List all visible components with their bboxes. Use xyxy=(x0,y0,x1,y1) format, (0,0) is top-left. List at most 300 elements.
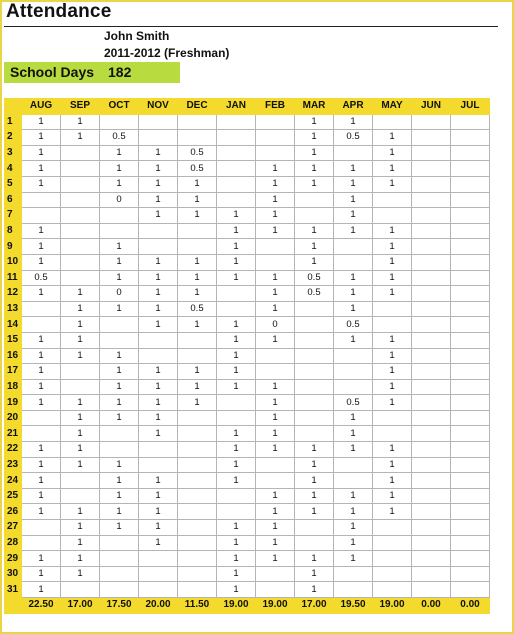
attendance-cell[interactable]: 1 xyxy=(61,114,100,130)
attendance-cell[interactable] xyxy=(256,254,295,270)
attendance-cell[interactable]: 1 xyxy=(256,286,295,302)
attendance-cell[interactable] xyxy=(412,208,451,224)
attendance-cell[interactable]: 1 xyxy=(373,504,412,520)
attendance-cell[interactable]: 0 xyxy=(100,192,139,208)
attendance-cell[interactable]: 1 xyxy=(256,504,295,520)
attendance-cell[interactable]: 1 xyxy=(334,551,373,567)
attendance-cell[interactable]: 1 xyxy=(256,395,295,411)
attendance-cell[interactable]: 1 xyxy=(334,286,373,302)
attendance-cell[interactable] xyxy=(100,114,139,130)
attendance-cell[interactable]: 1 xyxy=(373,488,412,504)
attendance-cell[interactable] xyxy=(451,364,490,380)
attendance-cell[interactable] xyxy=(139,551,178,567)
attendance-cell[interactable]: 1 xyxy=(373,270,412,286)
attendance-cell[interactable] xyxy=(334,239,373,255)
attendance-cell[interactable] xyxy=(295,208,334,224)
attendance-cell[interactable]: 0.5 xyxy=(334,317,373,333)
attendance-cell[interactable]: 1 xyxy=(217,223,256,239)
attendance-cell[interactable]: 1 xyxy=(334,535,373,551)
attendance-cell[interactable]: 1 xyxy=(295,582,334,598)
attendance-cell[interactable] xyxy=(334,473,373,489)
attendance-cell[interactable] xyxy=(295,426,334,442)
attendance-cell[interactable]: 1 xyxy=(61,520,100,536)
attendance-cell[interactable] xyxy=(178,551,217,567)
attendance-cell[interactable]: 1 xyxy=(217,254,256,270)
attendance-cell[interactable] xyxy=(451,582,490,598)
attendance-cell[interactable] xyxy=(451,457,490,473)
attendance-cell[interactable] xyxy=(451,239,490,255)
attendance-cell[interactable]: 1 xyxy=(61,442,100,458)
attendance-cell[interactable] xyxy=(178,488,217,504)
attendance-cell[interactable]: 1 xyxy=(217,473,256,489)
attendance-cell[interactable] xyxy=(139,239,178,255)
attendance-cell[interactable] xyxy=(217,176,256,192)
attendance-cell[interactable]: 1 xyxy=(61,566,100,582)
attendance-cell[interactable] xyxy=(451,208,490,224)
attendance-cell[interactable] xyxy=(451,551,490,567)
attendance-cell[interactable]: 1 xyxy=(22,348,61,364)
attendance-cell[interactable] xyxy=(217,130,256,146)
attendance-cell[interactable] xyxy=(22,410,61,426)
attendance-cell[interactable]: 1 xyxy=(373,161,412,177)
attendance-cell[interactable]: 1 xyxy=(295,442,334,458)
attendance-cell[interactable] xyxy=(217,145,256,161)
attendance-cell[interactable] xyxy=(217,301,256,317)
attendance-cell[interactable]: 1 xyxy=(139,395,178,411)
attendance-cell[interactable]: 1 xyxy=(178,192,217,208)
attendance-cell[interactable]: 1 xyxy=(61,286,100,302)
attendance-cell[interactable]: 1 xyxy=(178,208,217,224)
attendance-cell[interactable] xyxy=(256,145,295,161)
attendance-cell[interactable] xyxy=(334,582,373,598)
attendance-cell[interactable] xyxy=(61,364,100,380)
attendance-cell[interactable]: 1 xyxy=(139,286,178,302)
attendance-cell[interactable]: 1 xyxy=(61,504,100,520)
attendance-cell[interactable] xyxy=(451,145,490,161)
attendance-cell[interactable] xyxy=(256,364,295,380)
attendance-cell[interactable] xyxy=(451,254,490,270)
attendance-cell[interactable]: 1 xyxy=(295,457,334,473)
attendance-cell[interactable] xyxy=(373,551,412,567)
attendance-cell[interactable]: 1 xyxy=(139,364,178,380)
attendance-cell[interactable] xyxy=(412,457,451,473)
attendance-cell[interactable] xyxy=(412,254,451,270)
attendance-cell[interactable] xyxy=(61,270,100,286)
attendance-cell[interactable]: 1 xyxy=(178,270,217,286)
attendance-cell[interactable] xyxy=(373,208,412,224)
attendance-cell[interactable]: 1 xyxy=(61,457,100,473)
attendance-cell[interactable]: 1 xyxy=(61,317,100,333)
attendance-cell[interactable]: 1 xyxy=(22,254,61,270)
attendance-cell[interactable]: 1 xyxy=(22,332,61,348)
attendance-cell[interactable]: 1 xyxy=(334,410,373,426)
attendance-cell[interactable] xyxy=(61,161,100,177)
attendance-cell[interactable] xyxy=(451,192,490,208)
attendance-cell[interactable] xyxy=(139,457,178,473)
attendance-cell[interactable]: 1 xyxy=(22,504,61,520)
attendance-cell[interactable]: 1 xyxy=(217,551,256,567)
attendance-cell[interactable] xyxy=(373,582,412,598)
attendance-cell[interactable] xyxy=(100,566,139,582)
attendance-cell[interactable] xyxy=(217,395,256,411)
attendance-cell[interactable]: 1 xyxy=(22,223,61,239)
attendance-cell[interactable] xyxy=(412,348,451,364)
attendance-cell[interactable]: 1 xyxy=(22,551,61,567)
attendance-cell[interactable]: 1 xyxy=(217,582,256,598)
attendance-cell[interactable]: 1 xyxy=(334,223,373,239)
attendance-cell[interactable] xyxy=(178,582,217,598)
attendance-cell[interactable] xyxy=(178,332,217,348)
attendance-cell[interactable] xyxy=(100,332,139,348)
attendance-cell[interactable] xyxy=(451,426,490,442)
attendance-cell[interactable] xyxy=(451,332,490,348)
attendance-cell[interactable] xyxy=(451,520,490,536)
attendance-cell[interactable]: 1 xyxy=(178,379,217,395)
attendance-cell[interactable] xyxy=(295,364,334,380)
attendance-cell[interactable] xyxy=(334,364,373,380)
attendance-cell[interactable]: 1 xyxy=(373,473,412,489)
attendance-cell[interactable]: 1 xyxy=(139,192,178,208)
attendance-cell[interactable] xyxy=(295,379,334,395)
attendance-cell[interactable] xyxy=(22,520,61,536)
attendance-cell[interactable] xyxy=(451,301,490,317)
attendance-cell[interactable] xyxy=(412,145,451,161)
attendance-cell[interactable]: 1 xyxy=(256,223,295,239)
attendance-cell[interactable]: 1 xyxy=(295,130,334,146)
attendance-cell[interactable]: 1 xyxy=(256,426,295,442)
attendance-cell[interactable]: 1 xyxy=(139,208,178,224)
attendance-cell[interactable] xyxy=(256,457,295,473)
attendance-cell[interactable] xyxy=(295,332,334,348)
attendance-cell[interactable] xyxy=(139,582,178,598)
attendance-cell[interactable]: 1 xyxy=(22,130,61,146)
attendance-cell[interactable] xyxy=(178,410,217,426)
attendance-cell[interactable]: 1 xyxy=(61,348,100,364)
attendance-cell[interactable]: 1 xyxy=(295,223,334,239)
attendance-cell[interactable]: 1 xyxy=(139,145,178,161)
attendance-cell[interactable]: 1 xyxy=(256,192,295,208)
attendance-cell[interactable] xyxy=(178,504,217,520)
attendance-cell[interactable] xyxy=(412,395,451,411)
attendance-cell[interactable] xyxy=(22,317,61,333)
attendance-cell[interactable]: 1 xyxy=(334,192,373,208)
attendance-cell[interactable] xyxy=(412,192,451,208)
attendance-cell[interactable]: 1 xyxy=(295,161,334,177)
attendance-cell[interactable] xyxy=(178,426,217,442)
attendance-cell[interactable]: 1 xyxy=(100,301,139,317)
attendance-cell[interactable] xyxy=(412,114,451,130)
attendance-cell[interactable]: 1 xyxy=(22,395,61,411)
attendance-cell[interactable]: 1 xyxy=(373,223,412,239)
attendance-cell[interactable] xyxy=(451,161,490,177)
attendance-cell[interactable] xyxy=(412,442,451,458)
attendance-cell[interactable]: 1 xyxy=(139,535,178,551)
attendance-cell[interactable] xyxy=(451,504,490,520)
attendance-cell[interactable]: 1 xyxy=(334,442,373,458)
attendance-cell[interactable] xyxy=(334,379,373,395)
attendance-cell[interactable]: 1 xyxy=(295,239,334,255)
attendance-cell[interactable] xyxy=(61,582,100,598)
attendance-cell[interactable]: 1 xyxy=(22,176,61,192)
attendance-cell[interactable] xyxy=(178,535,217,551)
attendance-cell[interactable]: 1 xyxy=(100,270,139,286)
attendance-cell[interactable]: 1 xyxy=(139,426,178,442)
attendance-cell[interactable]: 1 xyxy=(139,176,178,192)
attendance-cell[interactable] xyxy=(100,551,139,567)
attendance-cell[interactable]: 1 xyxy=(256,301,295,317)
attendance-cell[interactable] xyxy=(451,270,490,286)
attendance-cell[interactable]: 1 xyxy=(334,504,373,520)
attendance-cell[interactable]: 1 xyxy=(217,208,256,224)
attendance-cell[interactable] xyxy=(61,192,100,208)
attendance-cell[interactable] xyxy=(100,208,139,224)
attendance-cell[interactable]: 1 xyxy=(217,442,256,458)
attendance-cell[interactable]: 1 xyxy=(178,286,217,302)
attendance-cell[interactable]: 1 xyxy=(61,551,100,567)
attendance-cell[interactable] xyxy=(373,410,412,426)
attendance-cell[interactable]: 1 xyxy=(22,114,61,130)
attendance-cell[interactable] xyxy=(100,426,139,442)
attendance-cell[interactable]: 1 xyxy=(178,364,217,380)
attendance-cell[interactable]: 0.5 xyxy=(334,130,373,146)
attendance-cell[interactable] xyxy=(100,223,139,239)
attendance-cell[interactable]: 1 xyxy=(100,348,139,364)
attendance-cell[interactable] xyxy=(100,442,139,458)
attendance-cell[interactable] xyxy=(412,286,451,302)
attendance-cell[interactable] xyxy=(451,286,490,302)
attendance-cell[interactable]: 1 xyxy=(217,348,256,364)
attendance-cell[interactable] xyxy=(217,161,256,177)
attendance-cell[interactable]: 1 xyxy=(334,301,373,317)
attendance-cell[interactable]: 1 xyxy=(178,176,217,192)
attendance-cell[interactable]: 1 xyxy=(256,208,295,224)
attendance-cell[interactable] xyxy=(451,223,490,239)
attendance-cell[interactable]: 1 xyxy=(139,270,178,286)
attendance-cell[interactable] xyxy=(139,348,178,364)
attendance-cell[interactable]: 1 xyxy=(256,332,295,348)
attendance-cell[interactable]: 1 xyxy=(22,239,61,255)
attendance-cell[interactable]: 1 xyxy=(100,161,139,177)
attendance-cell[interactable]: 1 xyxy=(178,317,217,333)
attendance-cell[interactable]: 1 xyxy=(373,442,412,458)
attendance-cell[interactable]: 1 xyxy=(100,379,139,395)
attendance-cell[interactable] xyxy=(217,488,256,504)
attendance-cell[interactable] xyxy=(412,551,451,567)
attendance-cell[interactable] xyxy=(412,364,451,380)
attendance-cell[interactable] xyxy=(373,192,412,208)
attendance-cell[interactable]: 1 xyxy=(139,520,178,536)
attendance-cell[interactable] xyxy=(100,582,139,598)
attendance-cell[interactable]: 1 xyxy=(217,535,256,551)
attendance-cell[interactable] xyxy=(256,582,295,598)
attendance-cell[interactable] xyxy=(139,442,178,458)
attendance-cell[interactable] xyxy=(373,114,412,130)
attendance-cell[interactable]: 1 xyxy=(334,488,373,504)
attendance-cell[interactable]: 1 xyxy=(256,270,295,286)
attendance-cell[interactable] xyxy=(256,473,295,489)
attendance-cell[interactable] xyxy=(61,223,100,239)
attendance-cell[interactable] xyxy=(217,286,256,302)
attendance-cell[interactable] xyxy=(256,114,295,130)
attendance-cell[interactable] xyxy=(61,473,100,489)
attendance-cell[interactable]: 1 xyxy=(139,161,178,177)
attendance-cell[interactable] xyxy=(61,488,100,504)
attendance-cell[interactable]: 1 xyxy=(217,239,256,255)
attendance-cell[interactable] xyxy=(334,145,373,161)
attendance-cell[interactable] xyxy=(178,457,217,473)
attendance-cell[interactable] xyxy=(61,145,100,161)
attendance-cell[interactable] xyxy=(451,442,490,458)
attendance-cell[interactable]: 1 xyxy=(100,176,139,192)
attendance-cell[interactable]: 1 xyxy=(139,379,178,395)
attendance-cell[interactable]: 1 xyxy=(295,473,334,489)
attendance-cell[interactable] xyxy=(451,379,490,395)
attendance-cell[interactable]: 0.5 xyxy=(178,145,217,161)
attendance-cell[interactable] xyxy=(373,426,412,442)
attendance-cell[interactable] xyxy=(178,566,217,582)
attendance-cell[interactable] xyxy=(412,301,451,317)
attendance-cell[interactable] xyxy=(412,410,451,426)
attendance-cell[interactable]: 1 xyxy=(334,208,373,224)
attendance-cell[interactable]: 1 xyxy=(139,473,178,489)
attendance-cell[interactable]: 1 xyxy=(295,566,334,582)
attendance-cell[interactable] xyxy=(61,379,100,395)
attendance-cell[interactable]: 1 xyxy=(373,239,412,255)
attendance-cell[interactable] xyxy=(139,566,178,582)
attendance-cell[interactable]: 1 xyxy=(373,348,412,364)
attendance-cell[interactable] xyxy=(451,566,490,582)
attendance-cell[interactable]: 1 xyxy=(100,364,139,380)
attendance-cell[interactable] xyxy=(295,410,334,426)
attendance-cell[interactable] xyxy=(178,114,217,130)
attendance-cell[interactable] xyxy=(217,504,256,520)
attendance-cell[interactable]: 1 xyxy=(61,426,100,442)
attendance-cell[interactable]: 1 xyxy=(178,395,217,411)
attendance-cell[interactable]: 1 xyxy=(334,270,373,286)
attendance-cell[interactable]: 1 xyxy=(100,488,139,504)
attendance-cell[interactable]: 1 xyxy=(100,410,139,426)
attendance-cell[interactable]: 1 xyxy=(22,286,61,302)
attendance-cell[interactable] xyxy=(334,254,373,270)
attendance-cell[interactable] xyxy=(412,520,451,536)
attendance-cell[interactable]: 1 xyxy=(22,457,61,473)
attendance-cell[interactable]: 1 xyxy=(373,130,412,146)
attendance-cell[interactable] xyxy=(61,254,100,270)
attendance-cell[interactable]: 1 xyxy=(256,442,295,458)
attendance-cell[interactable] xyxy=(139,223,178,239)
attendance-cell[interactable]: 1 xyxy=(217,426,256,442)
attendance-cell[interactable]: 1 xyxy=(22,473,61,489)
attendance-cell[interactable] xyxy=(61,208,100,224)
attendance-cell[interactable]: 1 xyxy=(334,520,373,536)
attendance-cell[interactable] xyxy=(139,130,178,146)
attendance-cell[interactable] xyxy=(373,535,412,551)
attendance-cell[interactable]: 1 xyxy=(295,254,334,270)
attendance-cell[interactable] xyxy=(373,317,412,333)
attendance-cell[interactable]: 1 xyxy=(256,520,295,536)
attendance-cell[interactable]: 1 xyxy=(61,332,100,348)
attendance-cell[interactable] xyxy=(412,535,451,551)
attendance-cell[interactable] xyxy=(451,395,490,411)
attendance-cell[interactable]: 1 xyxy=(334,332,373,348)
attendance-cell[interactable]: 1 xyxy=(373,286,412,302)
attendance-cell[interactable]: 1 xyxy=(217,457,256,473)
attendance-cell[interactable] xyxy=(22,192,61,208)
attendance-cell[interactable]: 1 xyxy=(217,520,256,536)
attendance-cell[interactable]: 1 xyxy=(139,488,178,504)
attendance-cell[interactable] xyxy=(61,239,100,255)
attendance-cell[interactable]: 0.5 xyxy=(22,270,61,286)
attendance-cell[interactable]: 0 xyxy=(256,317,295,333)
attendance-cell[interactable] xyxy=(100,535,139,551)
attendance-cell[interactable] xyxy=(256,566,295,582)
attendance-cell[interactable]: 1 xyxy=(217,566,256,582)
attendance-cell[interactable]: 1 xyxy=(295,176,334,192)
attendance-cell[interactable]: 1 xyxy=(373,332,412,348)
attendance-cell[interactable] xyxy=(412,223,451,239)
attendance-cell[interactable] xyxy=(178,348,217,364)
attendance-cell[interactable]: 1 xyxy=(373,395,412,411)
attendance-cell[interactable]: 1 xyxy=(217,270,256,286)
attendance-cell[interactable]: 1 xyxy=(334,176,373,192)
attendance-cell[interactable] xyxy=(22,208,61,224)
attendance-cell[interactable]: 1 xyxy=(22,582,61,598)
attendance-cell[interactable] xyxy=(295,520,334,536)
attendance-cell[interactable] xyxy=(22,301,61,317)
attendance-cell[interactable] xyxy=(22,426,61,442)
attendance-cell[interactable]: 1 xyxy=(100,504,139,520)
attendance-cell[interactable] xyxy=(217,410,256,426)
attendance-cell[interactable] xyxy=(451,348,490,364)
attendance-cell[interactable]: 1 xyxy=(373,254,412,270)
attendance-cell[interactable]: 1 xyxy=(22,442,61,458)
attendance-cell[interactable]: 1 xyxy=(61,395,100,411)
attendance-cell[interactable]: 1 xyxy=(61,301,100,317)
attendance-cell[interactable] xyxy=(178,473,217,489)
attendance-cell[interactable]: 1 xyxy=(295,145,334,161)
attendance-cell[interactable]: 1 xyxy=(178,254,217,270)
attendance-cell[interactable]: 1 xyxy=(373,457,412,473)
attendance-cell[interactable] xyxy=(100,317,139,333)
attendance-cell[interactable] xyxy=(451,488,490,504)
attendance-cell[interactable] xyxy=(295,192,334,208)
attendance-cell[interactable] xyxy=(178,442,217,458)
attendance-cell[interactable]: 0.5 xyxy=(100,130,139,146)
attendance-cell[interactable] xyxy=(178,223,217,239)
attendance-cell[interactable]: 1 xyxy=(100,520,139,536)
attendance-cell[interactable]: 1 xyxy=(100,254,139,270)
attendance-cell[interactable]: 1 xyxy=(256,488,295,504)
attendance-cell[interactable]: 1 xyxy=(22,364,61,380)
attendance-cell[interactable]: 1 xyxy=(217,364,256,380)
attendance-cell[interactable] xyxy=(295,535,334,551)
attendance-cell[interactable] xyxy=(334,457,373,473)
attendance-cell[interactable]: 1 xyxy=(217,317,256,333)
attendance-cell[interactable] xyxy=(139,114,178,130)
attendance-cell[interactable]: 1 xyxy=(100,395,139,411)
attendance-cell[interactable]: 1 xyxy=(334,114,373,130)
attendance-cell[interactable] xyxy=(451,176,490,192)
attendance-cell[interactable]: 1 xyxy=(217,332,256,348)
attendance-cell[interactable] xyxy=(217,192,256,208)
attendance-cell[interactable]: 0 xyxy=(100,286,139,302)
attendance-cell[interactable] xyxy=(412,176,451,192)
attendance-cell[interactable]: 1 xyxy=(256,410,295,426)
attendance-cell[interactable] xyxy=(178,239,217,255)
attendance-cell[interactable]: 1 xyxy=(295,488,334,504)
attendance-cell[interactable]: 1 xyxy=(22,488,61,504)
attendance-cell[interactable] xyxy=(373,520,412,536)
